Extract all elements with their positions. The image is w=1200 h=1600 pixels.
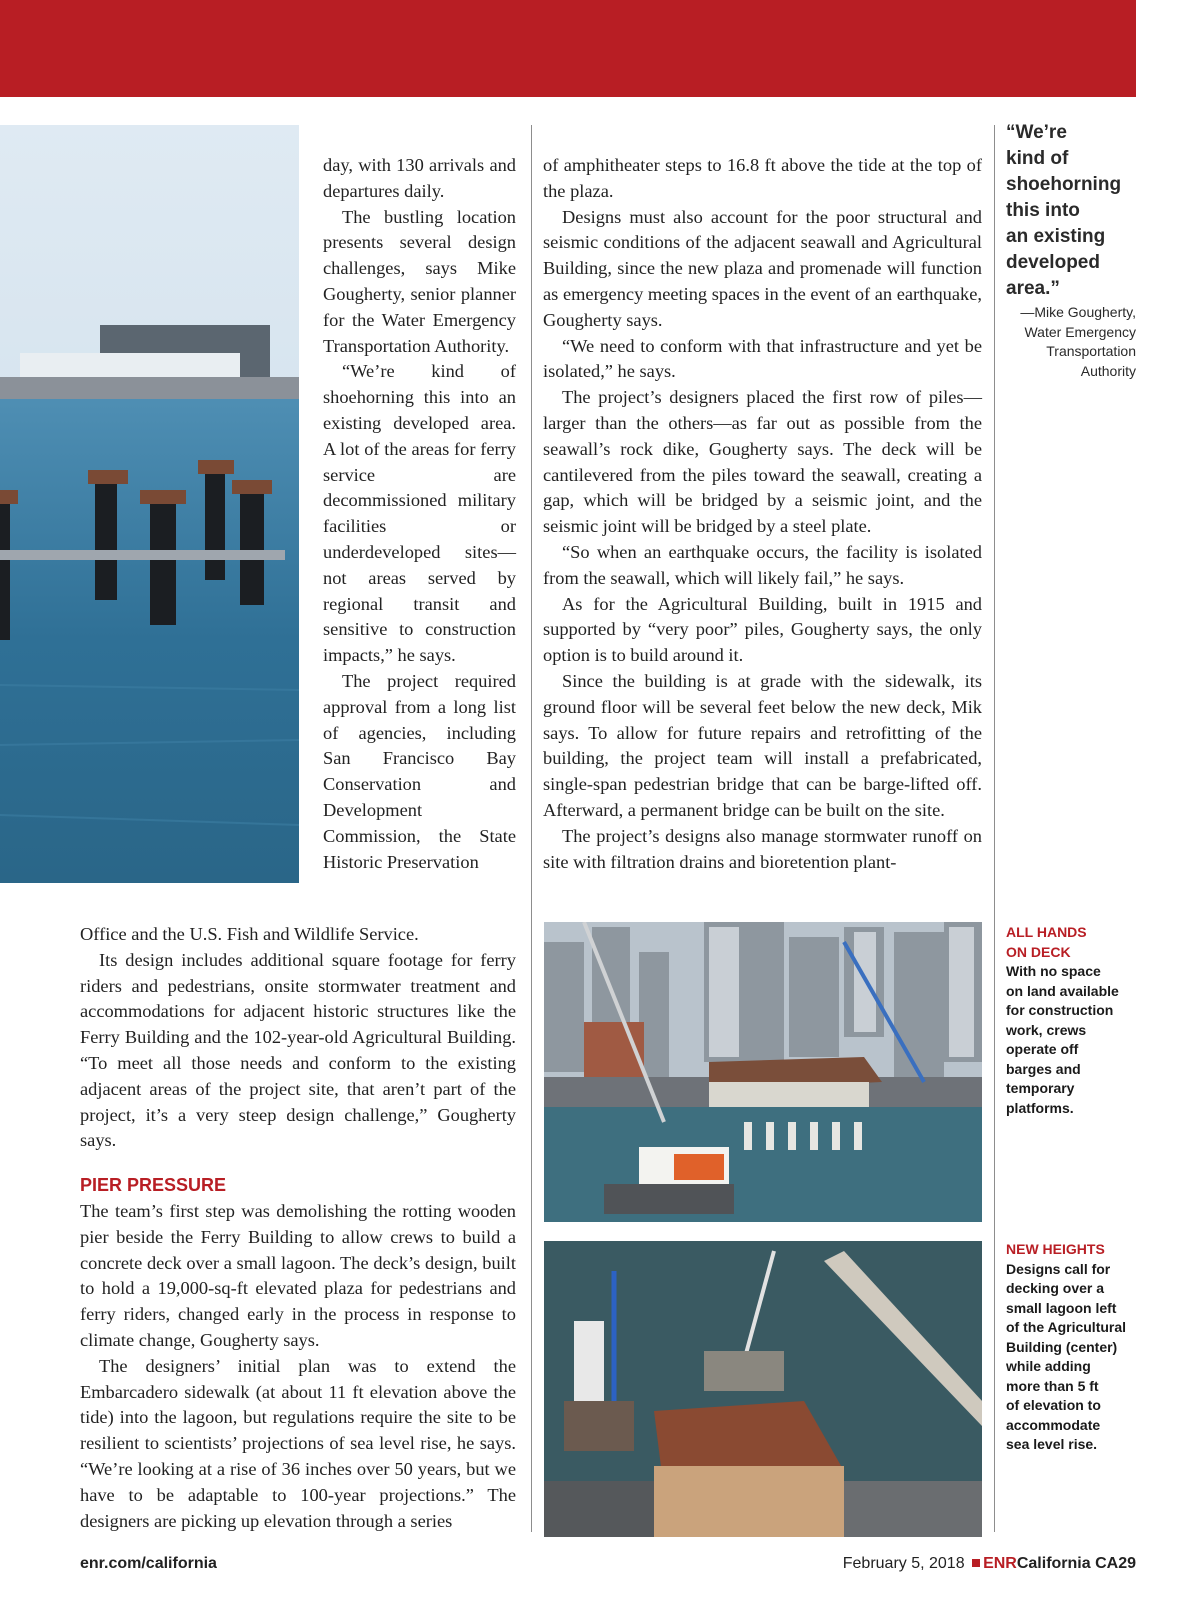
paragraph: The project’s designs also manage stormwater runoff on site with filtration drains and bioretention plant- xyxy=(543,825,982,872)
caption-line: platforms. xyxy=(1006,1099,1074,1116)
section-heading: PIER PRESSURE xyxy=(80,1175,227,1196)
footer-brand-suffix: California xyxy=(1016,1555,1091,1572)
paragraph: “We’re kind of shoehorning this into an existing developed area. A lot of the areas for ferry service are decommissioned military facilities or underdeveloped sites—not areas served by regional transit and sensitive to construction impacts,” he says. xyxy=(323,361,516,666)
paragraph: of amphitheater steps to 16.8 ft above the tide at the top of the plaza. xyxy=(543,155,982,201)
attribution-line: Water Emergency xyxy=(1024,323,1136,340)
quote-line: “We’re xyxy=(1006,122,1067,143)
footer-page-number: CA29 xyxy=(1095,1555,1136,1572)
caption-line: work, crews xyxy=(1006,1021,1087,1038)
pull-quote-text xyxy=(1006,120,1136,302)
caption-heading: ALL HANDS xyxy=(1006,924,1087,940)
caption-line: temporary xyxy=(1006,1080,1075,1096)
caption-line: sea level rise. xyxy=(1006,1436,1098,1452)
caption-line: on land available xyxy=(1006,982,1119,999)
quote-line: shoehorning xyxy=(1006,174,1122,195)
paragraph: The project’s designers placed the first row of piles—larger than the others—as far out as possible from the seawall’s rock dike, Gougherty says. The deck will be cantilevered from the piles toward the seawall, creating a gap, which will be bridged by a seismic joint, and the seismic joint will be bridged by a steel plate. xyxy=(543,387,982,537)
caption-line: more than 5 ft xyxy=(1006,1377,1099,1394)
paragraph: “So when an earthquake occurs, the facility is isolated from the seawall, which will likely fail,” he says. xyxy=(543,541,982,588)
caption-line: decking over a xyxy=(1006,1280,1105,1296)
folio-square-icon xyxy=(972,1559,980,1567)
footer-url[interactable]: enr.com/california xyxy=(80,1555,217,1572)
caption-line: of the Agricultural xyxy=(1006,1319,1127,1335)
column1-narrow-text xyxy=(323,153,516,875)
quote-line: kind of xyxy=(1006,148,1069,169)
paragraph: day, with 130 arrivals and departures daily. xyxy=(323,155,516,201)
quote-line: developed xyxy=(1006,252,1100,273)
pull-quote xyxy=(1006,120,1136,381)
caption-heading: ON DECK xyxy=(1006,943,1071,960)
caption-line: while adding xyxy=(1006,1358,1091,1374)
column-rule xyxy=(994,125,995,1532)
paragraph: Its design includes additional square footage for ferry riders and pedestrians, onsite stormwater treatment and accommodations for adjacent historic structures like the Ferry Building and the 102-year-old Agricultural Building. “To meet all those needs and conform to the existing adjacent areas of the project site, that aren’t part of the project, it’s a very steep design challenge,” Gougherty says. xyxy=(80,949,516,1151)
photo-aerial-lagoon xyxy=(544,1241,982,1537)
column2-text xyxy=(543,153,982,875)
quote-line: area.” xyxy=(1006,278,1060,299)
photo-waterfront-crane xyxy=(544,922,982,1222)
caption-line: Building (center) xyxy=(1006,1338,1118,1355)
column-rule xyxy=(531,125,532,1532)
paragraph: Office and the U.S. Fish and Wildlife Service. xyxy=(80,924,419,944)
footer-folio xyxy=(843,1555,1136,1573)
caption-line: With no space xyxy=(1006,963,1101,979)
attribution-line: Authority xyxy=(1080,362,1136,379)
photo-pier-pilings xyxy=(0,125,299,883)
footer-date: February 5, 2018 xyxy=(842,1555,965,1572)
paragraph: The project required approval from a long list of agencies, including San Francisco Bay Conservation and Development Commission, the State Historic Preservation xyxy=(323,670,516,872)
attribution-line: —Mike Gougherty, xyxy=(1020,304,1136,320)
photo-caption-all-hands xyxy=(1006,923,1136,1118)
caption-line: of elevation to xyxy=(1006,1397,1101,1413)
caption-line: barges and xyxy=(1006,1060,1081,1077)
paragraph: The bustling location presents several design challenges, says Mike Gougherty, senior planner for the Water Emergency Transportation Authority. xyxy=(323,206,516,356)
paragraph: Designs must also account for the poor structural and seismic conditions of the adjacent seawall and Agricultural Building, since the new plaza and promenade will function as emergency meeting spaces in the event of an earthquake, Gougherty says. xyxy=(543,206,982,330)
paragraph: Since the building is at grade with the sidewalk, its ground floor will be several feet below the new deck, Mik says. To allow for future repairs and retrofitting of the building, the project team will install a prefabricated, single-span pedestrian bridge that can be barge-lifted off. Afterward, a permanent bridge can be built on the site. xyxy=(543,670,982,820)
paragraph: “We need to conform with that infrastructure and yet be isolated,” he says. xyxy=(543,335,982,382)
caption-heading: NEW HEIGHTS xyxy=(1006,1241,1105,1257)
caption-line: small lagoon left xyxy=(1006,1299,1117,1316)
caption-line: operate off xyxy=(1006,1041,1079,1057)
column1-wide-text xyxy=(80,922,516,1534)
quote-line: an existing xyxy=(1006,226,1106,247)
paragraph: The designers’ initial plan was to extend the Embarcadero sidewalk (at about 11 ft elevation above the tide) into the lagoon, but regulations require the site to be resilient to scientists’ projections of sea level rise, he says. “We’re looking at a rise of 36 inches over 50 years, but we have to be adaptable to 100-year projections.” The designers are picking up elevation through a series xyxy=(80,1355,516,1531)
footer-brand: ENR xyxy=(983,1555,1017,1572)
attribution-line: Transportation xyxy=(1046,343,1136,359)
photo-caption-new-heights xyxy=(1006,1240,1136,1455)
pull-quote-attribution xyxy=(1006,303,1136,381)
quote-line: this into xyxy=(1006,200,1080,221)
header-color-bar xyxy=(0,0,1136,97)
caption-line: for construction xyxy=(1006,1002,1114,1018)
paragraph: The team’s first step was demolishing the rotting wooden pier beside the Ferry Building to allow crews to build a concrete deck over a small lagoon. The deck’s design, built to hold a 19,000-sq-ft elevated plaza for pedestrians and ferry riders, changed early in the process in response to climate change, Gougherty says. xyxy=(80,1200,516,1350)
caption-line: accommodate xyxy=(1006,1416,1101,1433)
paragraph: As for the Agricultural Building, built in 1915 and supported by “very poor” piles, Gougherty says, the only option is to build around it. xyxy=(543,593,982,666)
caption-line: Designs call for xyxy=(1006,1260,1111,1277)
